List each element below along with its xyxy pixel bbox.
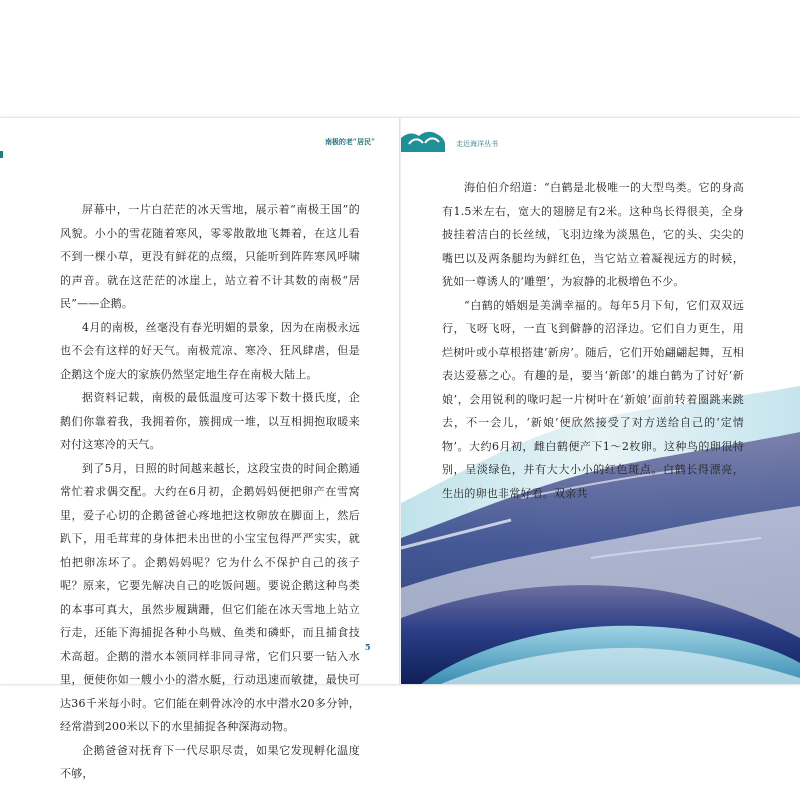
left-body-text — [60, 198, 360, 786]
paragraph: 屏幕中，一片白茫茫的冰天雪地，展示着“南极王国”的风貌。小小的雪花随着寒风，零零散散地飞舞着，在这儿看不到一棵小草，更没有鲜花的点缀，只能听到阵阵寒风呼啸的声音。就在这茫茫的冰崖上，站立着不计其数的南极“居民”——企鹅。 — [60, 203, 360, 310]
paragraph: 4月的南极，丝毫没有春光明媚的景象，因为在南极永远也不会有这样的好天气。南极荒凉、寒冷、狂风肆虐，但是企鹅这个庞大的家族仍然坚定地生存在南极大陆上。 — [60, 320, 360, 381]
right-page — [401, 118, 800, 684]
right-body-text — [442, 176, 744, 505]
page-edge-mark — [0, 151, 3, 158]
series-title: 走近海洋丛书 — [456, 140, 498, 148]
running-head: 南极的老“居民” — [324, 137, 375, 146]
paragraph: 到了5月，日照的时间越来越长，这段宝贵的时间企鹅通常忙着求偶交配。大约在6月初，企鹅妈妈便把卵产在雪窝里，爱子心切的企鹅爸爸心疼地把这枚卵放在脚面上，然后趴下，用毛茸茸的身体把未出世的小宝宝包得严严实实，就怕把卵冻坏了。企鹅妈妈呢？它为什么不保护自己的孩子呢？原来，它要先解决自己的吃饭问题。要说企鹅这种鸟类的本事可真大，虽然步履蹒跚，但它们能在冰天雪地上站立行走，还能下海捕捉各种小鸟贼、鱼类和磷虾，而且捕食技术高超。企鹅的潜水本领同样非同寻常，它们只要一钻入水里，便使你如一艘小小的潜水艇，行动迅速而敏捷，最快可达36千米每小时。它们能在刺骨冰冷的水中潜水20多分钟，经常潜到200米以下的水里捕捉各种深海动物。 — [60, 461, 360, 733]
paragraph: 企鹅爸爸对抚育下一代尽职尽责，如果它发现孵化温度不够， — [60, 743, 360, 780]
left-page — [0, 118, 399, 780]
wave-logo-icon — [401, 130, 445, 152]
paragraph: 海伯伯介绍道：“白鹤是北极唯一的大型鸟类。它的身高有1.5米左右，宽大的翅膀足有2米。这种鸟长得很美，全身披挂着洁白的长丝绒，飞羽边缘为淡黑色，它的头、尖尖的嘴巴以及两条腿均为鲜红色，当它站立着凝视远方的时候，犹如一尊诱人的‘雕塑’，为寂静的北极增色不少。 — [442, 181, 744, 288]
paragraph: “白鹤的婚姻是美满幸福的。每年5月下旬，它们双双远行，飞呀飞呀，一直飞到僻静的沼泽边。它们自力更生，用烂树叶或小草根搭建‘新房’。随后，它们开始翩翩起舞，互相表达爱慕之心。有趣的是，要当‘新郎’的雄白鹤为了讨好‘新娘’，会用锐利的喙叼起一片树叶在‘新娘’面前转着圈跳来跳去，不一会儿，‘新娘’便欣然接受了对方送给自己的‘定情物’。大约6月初，雌白鹤便产下1～2枚卵。这种鸟的卵很特别，呈淡绿色，并有大大小小的红色斑点。白鹤长得漂亮，生出的卵也非常好看。双亲共 — [442, 298, 744, 500]
paragraph: 据资料记载，南极的最低温度可达零下数十摄氏度，企鹅们你靠着我，我拥着你，簇拥成一堆，以互相拥抱取暖来对付这寒冷的天气。 — [60, 391, 360, 451]
book-spread — [0, 118, 800, 780]
page-number: 5 — [365, 642, 371, 652]
